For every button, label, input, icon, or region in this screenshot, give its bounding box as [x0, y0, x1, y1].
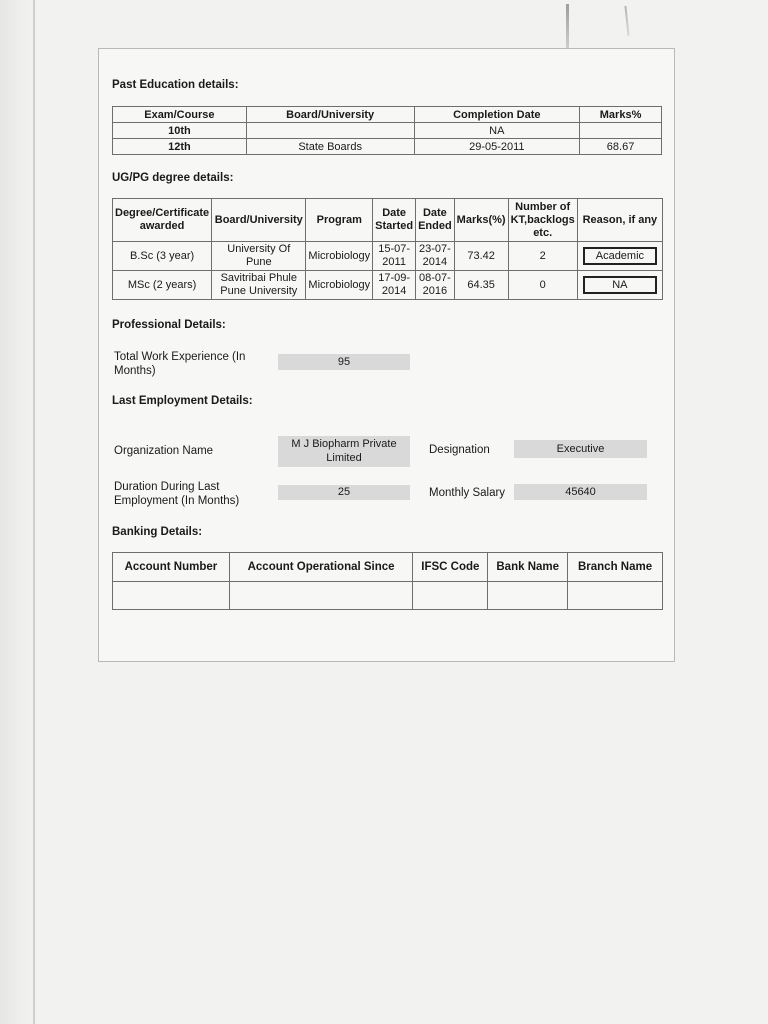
scan-artifact-mark	[566, 4, 569, 48]
table-cell	[580, 123, 662, 139]
work-experience-value: 95	[278, 354, 410, 370]
ug-pg-heading: UG/PG degree details:	[112, 172, 234, 184]
past-education-table	[112, 106, 662, 155]
professional-heading: Professional Details:	[112, 319, 226, 331]
monthly-salary-value: 45640	[514, 484, 647, 500]
table-cell	[229, 582, 413, 610]
table-cell: 29-05-2011	[414, 139, 580, 155]
table-cell	[246, 123, 414, 139]
table-cell: B.Sc (3 year)	[113, 242, 212, 271]
organization-label: Organization Name	[114, 445, 214, 457]
column-header: Account Operational Since	[229, 553, 413, 582]
table-cell	[568, 582, 663, 610]
table-cell: MSc (2 years)	[113, 271, 212, 300]
table-cell: Microbiology	[306, 271, 373, 300]
column-header: Degree/Certificate awarded	[113, 199, 212, 242]
designation-value: Executive	[514, 440, 647, 458]
table-cell	[577, 242, 662, 271]
table-cell: Savitribai Phule Pune University	[212, 271, 306, 300]
table-cell: 68.67	[580, 139, 662, 155]
table-row	[113, 123, 662, 139]
table-cell: 64.35	[454, 271, 508, 300]
table-cell: 17-09-2014	[373, 271, 416, 300]
column-header: Completion Date	[414, 107, 580, 123]
table-cell: NA	[414, 123, 580, 139]
table-header-row	[113, 553, 663, 582]
column-header: Date Started	[373, 199, 416, 242]
table-cell: University Of Pune	[212, 242, 306, 271]
column-header: Branch Name	[568, 553, 663, 582]
table-header-row	[113, 199, 663, 242]
column-header: Reason, if any	[577, 199, 662, 242]
ug-pg-table	[112, 198, 663, 300]
column-header: Board/University	[212, 199, 306, 242]
table-row	[113, 271, 663, 300]
banking-heading: Banking Details:	[112, 526, 203, 538]
column-header: Marks(%)	[454, 199, 508, 242]
table-cell: 73.42	[454, 242, 508, 271]
table-cell	[488, 582, 568, 610]
column-header: IFSC Code	[413, 553, 488, 582]
last-employment-heading: Last Employment Details:	[112, 395, 253, 407]
designation-label: Designation	[429, 444, 490, 456]
column-header: Number of KT,backlogs etc.	[508, 199, 577, 242]
banking-table	[112, 552, 663, 610]
monthly-salary-label: Monthly Salary	[429, 487, 506, 499]
reason-field: Academic	[583, 247, 657, 265]
duration-value: 25	[278, 485, 410, 500]
table-cell: 23-07-2014	[416, 242, 455, 271]
table-cell: Microbiology	[306, 242, 373, 271]
table-row	[113, 582, 663, 610]
past-education-heading: Past Education details:	[112, 79, 239, 91]
column-header: Date Ended	[416, 199, 455, 242]
organization-value: M J Biopharm Private Limited	[278, 436, 410, 467]
scan-edge-shadow	[0, 0, 36, 1024]
column-header: Program	[306, 199, 373, 242]
column-header: Board/University	[246, 107, 414, 123]
reason-field: NA	[583, 276, 657, 294]
scan-edge-line	[33, 0, 35, 1024]
table-cell: 2	[508, 242, 577, 271]
scan-artifact-mark	[624, 6, 629, 36]
column-header: Exam/Course	[113, 107, 247, 123]
table-row	[113, 139, 662, 155]
duration-label: Duration During Last Employment (In Months)	[114, 481, 240, 507]
table-row	[113, 242, 663, 271]
column-header: Bank Name	[488, 553, 568, 582]
table-cell	[113, 582, 230, 610]
table-cell: 08-07-2016	[416, 271, 455, 300]
table-cell: 12th	[113, 139, 247, 155]
table-cell: State Boards	[246, 139, 414, 155]
column-header: Account Number	[113, 553, 230, 582]
work-experience-label: Total Work Experience (In Months)	[114, 351, 246, 377]
table-cell: 10th	[113, 123, 247, 139]
column-header: Marks%	[580, 107, 662, 123]
table-cell	[413, 582, 488, 610]
table-cell: 0	[508, 271, 577, 300]
table-cell: 15-07-2011	[373, 242, 416, 271]
table-header-row	[113, 107, 662, 123]
table-cell	[577, 271, 662, 300]
